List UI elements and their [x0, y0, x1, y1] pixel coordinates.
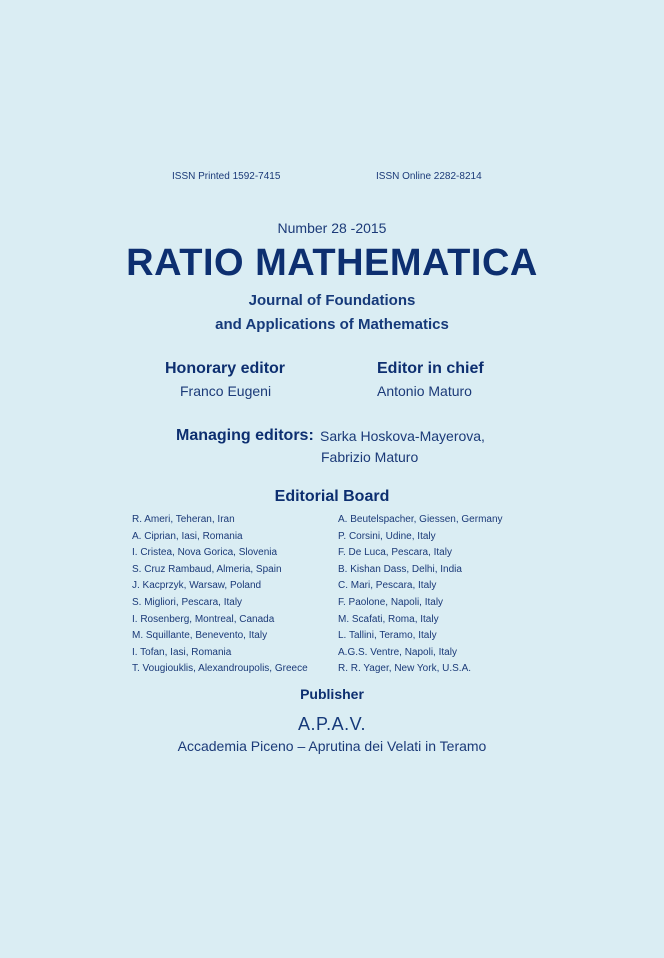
editorial-board-heading: Editorial Board [274, 488, 390, 505]
board-member: S. Cruz Rambaud, Almeria, Spain [132, 563, 282, 575]
honorary-editor-heading: Honorary editor [165, 360, 286, 377]
editor-in-chief-name: Antonio Maturo [377, 383, 472, 399]
board-member: T. Vougiouklis, Alexandroupolis, Greece [132, 663, 308, 675]
board-member: I. Tofan, Iasi, Romania [132, 646, 232, 658]
editor-in-chief-heading: Editor in chief [377, 360, 484, 377]
managing-editor-name: Sarka Hoskova-Mayerova, [320, 428, 485, 444]
board-member: M. Squillante, Benevento, Italy [132, 630, 268, 642]
editorial-board-left-column [132, 513, 308, 679]
publisher-name: A.P.A.V. [297, 714, 367, 734]
publisher-heading: Publisher [300, 686, 364, 702]
board-member: C. Mari, Pescara, Italy [338, 580, 437, 592]
board-member: P. Corsini, Udine, Italy [338, 530, 436, 542]
journal-title: RATIO MATHEMATICA [126, 242, 538, 284]
board-member: A. Beutelspacher, Giessen, Germany [338, 514, 503, 525]
board-member: L. Tallini, Teramo, Italy [338, 630, 437, 642]
board-member: R. Ameri, Teheran, Iran [132, 514, 235, 525]
board-member: I. Rosenberg, Montreal, Canada [132, 613, 275, 625]
issn-printed: ISSN Printed 1592-7415 [172, 171, 281, 182]
publisher-full-name: Accademia Piceno – Aprutina dei Velati in Teramo [177, 738, 487, 754]
editorial-board-right-column [338, 513, 503, 679]
board-member: F. Paolone, Napoli, Italy [338, 596, 444, 608]
board-member: S. Migliori, Pescara, Italy [132, 596, 243, 608]
board-member: A. Ciprian, Iasi, Romania [132, 530, 243, 542]
issue-number: Number 28 -2015 [277, 220, 387, 236]
board-member: R. R. Yager, New York, U.S.A. [338, 663, 472, 675]
board-member: I. Cristea, Nova Gorica, Slovenia [132, 547, 278, 559]
journal-subtitle-line1: Journal of Foundations [248, 292, 416, 309]
issn-online: ISSN Online 2282-8214 [376, 171, 482, 182]
board-member: A.G.S. Ventre, Napoli, Italy [338, 646, 457, 658]
honorary-editor-name: Franco Eugeni [180, 383, 272, 399]
board-member: M. Scafati, Roma, Italy [338, 613, 439, 625]
managing-editors-heading: Managing editors: [176, 427, 314, 444]
board-member: F. De Luca, Pescara, Italy [338, 547, 452, 559]
managing-editor-name: Fabrizio Maturo [321, 449, 419, 465]
board-member: J. Kacprzyk, Warsaw, Poland [132, 580, 262, 592]
board-member: B. Kishan Dass, Delhi, India [338, 563, 462, 575]
journal-subtitle-line2: and Applications of Mathematics [215, 316, 449, 333]
